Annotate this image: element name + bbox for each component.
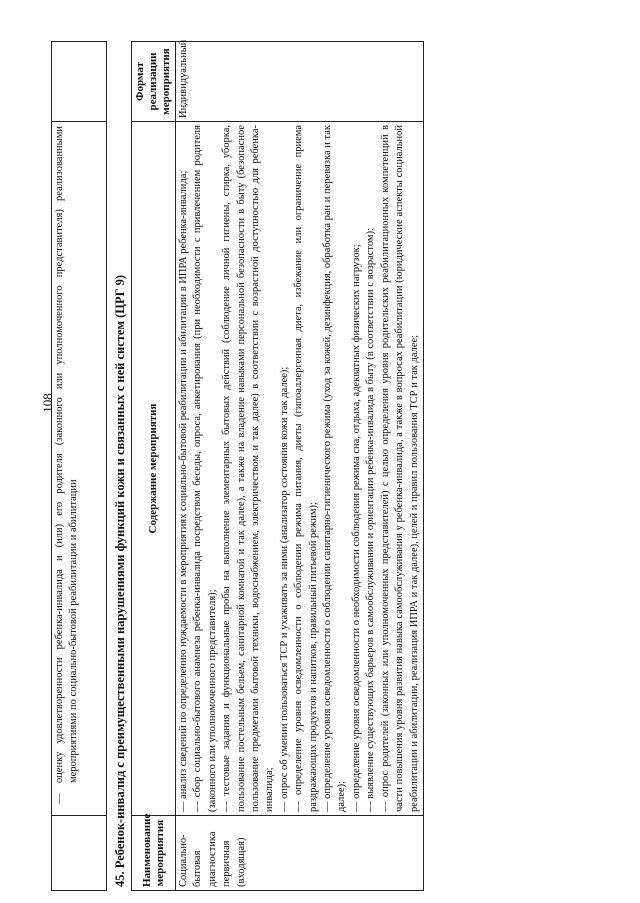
list-item: — определение уровня осведомленности о соблюдении санитарно-гигиенического режима (уход за кожей, дезинфекция, обработка ран и перевязка и так далее); — [322, 125, 348, 812]
rotated-sheet — [51, 41, 586, 891]
continuation-content-cell — [52, 122, 107, 816]
activity-name: Социально-бытовая диагностика первичная (входящая) — [176, 816, 424, 891]
list-item: — выявление существующих барьеров в самообслуживании и ориентации ребенка-инвалида в быту (в соответствии с возрастом); — [365, 228, 377, 812]
list-item: — определение уровня осведомленности о необходимости соблюдения режима сна, отдыха, адекватных физических нагрузок; — [350, 244, 362, 812]
list-item: — анализ сведений по определению нуждаемости в мероприятиях социально-бытовой реабилитации и абилитации в ИПРА ребенка-инвалида; — [178, 170, 189, 812]
activity-content — [176, 122, 424, 816]
continuation-text: оценку удовлетворенности ребенка-инвалида и (или) его родителя (законного или уполномоченного представителя) реализованными мероприятиями по социально-бытовой реабилитации и абилитации — [54, 126, 79, 783]
page-number: 108 — [40, 393, 55, 413]
header-content: Содержание мероприятия — [132, 122, 176, 816]
continuation-table — [51, 41, 107, 891]
continuation-format-cell — [52, 42, 107, 122]
header-format: Формат реализации мероприятия — [132, 42, 176, 122]
table-row — [52, 42, 107, 891]
section-heading: 45. Ребенок-инвалид с преимущественными нарушениями функций кожи и связанных с ней систем (ЦРГ 9) — [113, 274, 127, 887]
activities-table — [131, 41, 424, 891]
list-item: — определение уровня осведомленности о соблюдении режима питания, диеты (гипоаллергенная диета, избежание или ограничение приема раздражающих продуктов и напитков, правильный питьевой режим); — [293, 125, 319, 812]
table-row — [176, 42, 424, 891]
list-item: — сбор социально-бытового анамнеза ребенка-инвалида посредством беседы, опроса, анкетирования (при необходимости с привлечением родителя (законного или уполномоченного представителя); — [192, 125, 218, 812]
list-item: — тестовые задания и функциональные пробы на выполнение элементарных бытовых действий (соблюдение личной гигиены, стирка, уборка, пользование постельным бельем, санитарной комнатой и так далее), а также на владение навыками персональной безопасности в быту (безопасное пользование предметами бытовой техники, водоснабжением, электричеством и так далее) в соответствии с возрастной доступностью для ребенка-инвалида; — [221, 125, 276, 812]
continuation-name-cell — [52, 816, 107, 891]
list-item: — опрос родителей (законных или уполномоченных представителей) с целью определения уровня родительских реабилитационных компетенций в части повышения уровня развития навыка самообслуживания у ребенка-инвалида, а также в вопросах реабилитации (юридические аспекты социальной реабилитации и абилитации, реализация ИПРА и так далее), целей и правил пользования ТСР и так далее; — [379, 125, 420, 812]
list-item: — опрос об умении пользоваться ТСР и ухаживать за ними (анализатор состояния кожи так далее); — [278, 366, 290, 812]
activity-format: Индивидуальный — [176, 42, 424, 122]
dash-marker: — — [54, 793, 65, 805]
table-header-row — [132, 42, 176, 891]
header-name: Наименование мероприятия — [132, 816, 176, 891]
